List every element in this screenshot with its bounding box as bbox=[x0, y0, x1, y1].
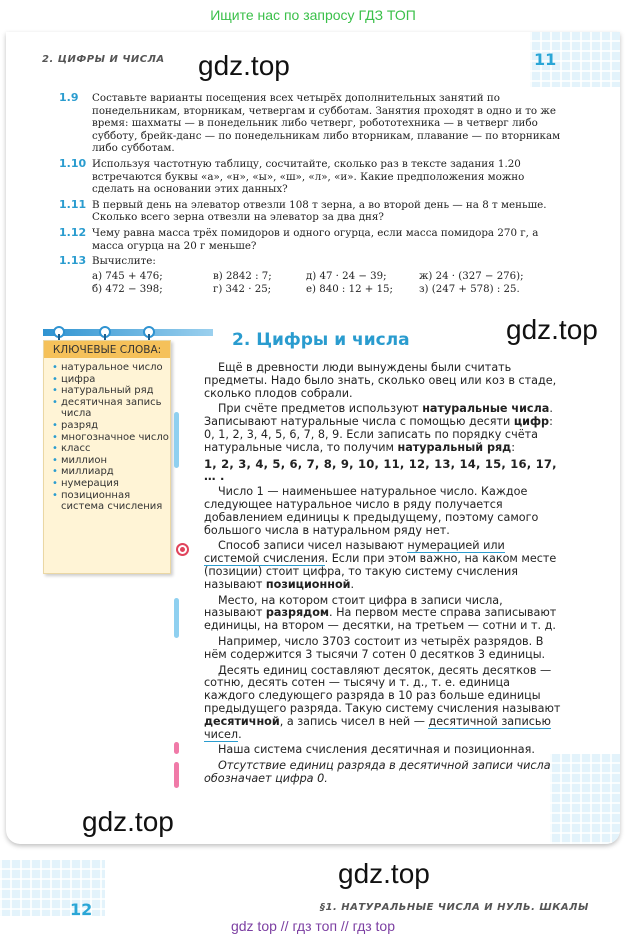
keyword-item: • класс bbox=[52, 443, 170, 455]
text-run: . Если при этом важно, на каком месте (позиции) стоит цифра, то такую систему счисления называют bbox=[204, 552, 557, 591]
keyword-item: • миллион bbox=[52, 455, 170, 467]
exercise-item bbox=[46, 158, 566, 196]
textbook-page bbox=[6, 32, 620, 844]
exercise-text: Чему равна масса трёх помидоров и одного огурца, если масса помидора 270 г, а масса огурца на 20 г меньше? bbox=[92, 226, 539, 252]
next-page-strip bbox=[0, 860, 626, 916]
paragraph: Число 1 — наименьшее натуральное число. Каждое следующее натуральное число в ряду получается добавлением единицы к предыдущему, поэтому самого большого числа в натуральном ряду нет. bbox=[204, 485, 539, 537]
keywords-list bbox=[44, 362, 170, 513]
exercise-item bbox=[46, 255, 566, 296]
paragraph bbox=[204, 665, 562, 742]
calc-grid bbox=[92, 270, 566, 296]
pin-icon bbox=[143, 326, 155, 338]
text-run: Способ записи чисел называют bbox=[218, 539, 408, 553]
calc-item: е) 840 : 12 + 15; bbox=[306, 283, 393, 295]
calc-item: ж) 24 · (327 − 276); bbox=[419, 270, 524, 282]
keyword-item: • десятичная запись числа bbox=[52, 397, 170, 420]
text-run: : 0, 1, 2, 3, 4, 5, 6, 7, 8, 9. Если записать по порядку счёта натуральные числа, то получим bbox=[204, 415, 553, 454]
margin-marker-blue bbox=[174, 598, 179, 638]
section-title: 2. Цифры и числа bbox=[232, 330, 410, 350]
pin-icon bbox=[53, 326, 65, 338]
number-sequence: 1, 2, 3, 4, 5, 6, 7, 8, 9, 10, 11, 12, 13, 14, 15, 16, 17, … . bbox=[204, 456, 557, 484]
next-page-number: 12 bbox=[70, 900, 93, 916]
keyword-item: • цифра bbox=[52, 374, 170, 386]
paragraph: Отсутствие единиц разряда в десятичной записи числа обозначает цифра 0. bbox=[204, 759, 551, 785]
keyword-item: • нумерация bbox=[52, 478, 170, 490]
pin-icon bbox=[99, 326, 111, 338]
exercise-number: 1.12 bbox=[59, 225, 87, 239]
calc-item: б) 472 − 398; bbox=[92, 283, 163, 295]
target-icon bbox=[176, 543, 189, 556]
exercise-item bbox=[46, 227, 566, 252]
section-body bbox=[204, 362, 562, 789]
term: натуральный ряд bbox=[397, 440, 512, 454]
exercise-text: Составьте варианты посещения всех четырёх дополнительных занятий по понедельникам, вторникам, четвергам и субботам. Занятия проходят в одно и то же время: шахматы — в понедельник либо четверг, робототехника — в четверг либо субботу, брейк-данс — по понедельникам либо вторникам, плавание — по вторникам либо субботам. bbox=[92, 92, 561, 155]
keyword-item: • многозначное число bbox=[52, 432, 170, 444]
page-number: 11 bbox=[534, 50, 557, 69]
margin-marker-pink bbox=[174, 762, 179, 788]
keyword-item: • натуральное число bbox=[52, 362, 170, 374]
exercise-list bbox=[46, 92, 566, 299]
calc-item: з) (247 + 578) : 25. bbox=[419, 283, 520, 295]
watermark: gdz.top bbox=[82, 806, 174, 837]
calc-item: в) 2842 : 7; bbox=[213, 270, 272, 282]
text-run: . На первом месте справа записывают единицы, на втором — десятки, на третьем — сотни и т. д. bbox=[204, 606, 557, 633]
paragraph bbox=[204, 403, 562, 454]
text-run: . bbox=[350, 577, 355, 591]
term: разрядом bbox=[265, 606, 330, 620]
exercise-text: Используя частотную таблицу, сосчитайте, сколько раз в тексте задания 1.20 встречаются буквы «а», «н», «ы», «ш», «л», «и». Какие предположения можно сделать на основании этих данных? bbox=[92, 157, 525, 196]
keywords-title: КЛЮЧЕВЫЕ СЛОВА: bbox=[44, 341, 170, 358]
paragraph: Ещё в древности люди вынуждены были считать предметы. Надо было знать, сколько овец или коз в стаде, сколько плодов собрали. bbox=[204, 361, 557, 400]
exercise-number: 1.10 bbox=[59, 156, 87, 170]
text-run: Десять единиц составляют десяток, десять десятков — сотню, десять сотен — тысячу и т. д., т. е. единица каждого следующего разряда в 10 раз больше единицы предыдущего разряда. Такую систему счисления называют bbox=[204, 663, 561, 715]
paragraph: Наша система счисления десятичная и позиционная. bbox=[218, 743, 535, 757]
text-run: . bbox=[238, 727, 242, 741]
watermark: gdz.top bbox=[338, 858, 430, 889]
keyword-item: • позиционная система счисления bbox=[52, 490, 170, 513]
exercise-text: Вычислите: bbox=[92, 255, 156, 268]
margin-marker-blue bbox=[174, 412, 179, 468]
underlined-term: нумерацией или системой счисления bbox=[204, 539, 505, 566]
paragraph bbox=[204, 595, 562, 633]
exercise-item bbox=[46, 199, 566, 224]
exercise-number: 1.13 bbox=[59, 254, 87, 268]
exercise-item bbox=[46, 92, 566, 155]
term: позиционной bbox=[265, 577, 351, 591]
exercise-text: В первый день на элеватор отвезли 108 т зерна, а во второй день — на 8 т меньше. Сколько всего зерна отвезли на элеватор за два дня? bbox=[92, 198, 547, 224]
watermark: gdz.top bbox=[506, 314, 598, 345]
text-run: : bbox=[511, 440, 515, 454]
text-run: , а запись чисел в ней — bbox=[279, 714, 429, 728]
text-run: . Записывают натуральные числа с помощью десяти bbox=[204, 402, 553, 429]
margin-marker-pink bbox=[174, 742, 179, 754]
text-run: При счёте предметов используют bbox=[218, 402, 423, 416]
paragraph: Например, число 3703 состоит из четырёх разрядов. В нём содержится 3 тысячи 7 сотен 0 десятков 3 единицы. bbox=[204, 634, 546, 661]
next-page-head: §1. НАТУРАЛЬНЫЕ ЧИСЛА И НУЛЬ. ШКАЛЫ bbox=[320, 902, 589, 913]
top-banner[interactable]: Ищите нас по запросу ГДЗ ТОП bbox=[210, 7, 416, 23]
keyword-item: • натуральный ряд bbox=[52, 385, 170, 397]
watermark: gdz.top bbox=[198, 50, 290, 81]
keywords-box bbox=[43, 340, 171, 574]
underlined-term: десятичной записью чисел bbox=[204, 714, 551, 741]
exercise-number: 1.11 bbox=[59, 197, 87, 211]
term: натуральные числа bbox=[422, 402, 550, 416]
paragraph bbox=[204, 540, 562, 591]
footer-links[interactable]: gdz top // гдз топ // гдз top bbox=[230, 918, 396, 934]
calc-item: д) 47 · 24 − 39; bbox=[306, 270, 387, 282]
calc-item: г) 342 · 25; bbox=[213, 283, 272, 295]
section-bar bbox=[43, 329, 213, 336]
keyword-item: • миллиард bbox=[52, 466, 170, 478]
calc-item: а) 745 + 476; bbox=[92, 270, 163, 282]
running-head: 2. ЦИФРЫ И ЧИСЛА bbox=[42, 54, 165, 65]
exercise-number: 1.9 bbox=[59, 91, 79, 104]
keyword-item: • разряд bbox=[52, 420, 170, 432]
term: десятичной bbox=[204, 714, 280, 728]
term: цифр bbox=[513, 415, 550, 429]
text-run: Место, на котором стоит цифра в записи числа, называют bbox=[204, 593, 503, 620]
